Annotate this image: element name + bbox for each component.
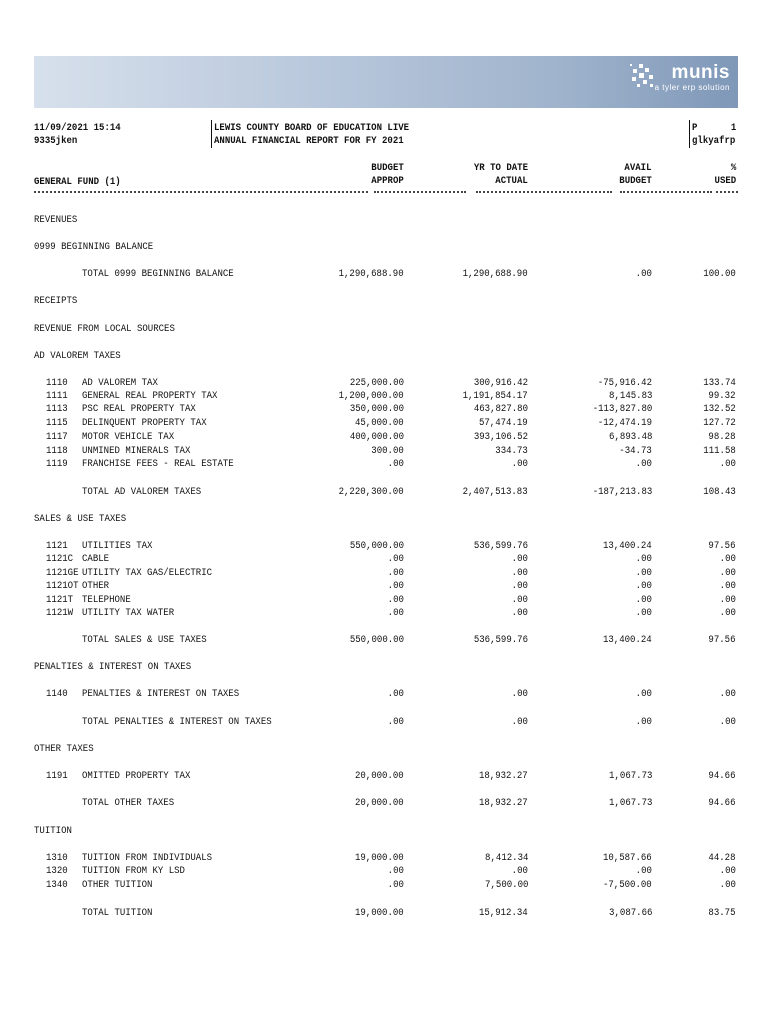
header-rule-ytd xyxy=(476,191,612,193)
section-heading-text: 0999 BEGINNING BALANCE xyxy=(34,241,154,253)
account-code: 1340 xyxy=(46,879,68,891)
account-row xyxy=(0,458,770,471)
col-avail-top: AVAIL xyxy=(624,162,652,174)
avail-budget-value: 10,587.66 xyxy=(603,852,652,864)
account-description: TOTAL SALES & USE TAXES xyxy=(82,634,207,646)
section-heading-text: RECEIPTS xyxy=(34,295,78,307)
avail-budget-value: -12,474.19 xyxy=(597,417,652,429)
avail-budget-value: -113,827.80 xyxy=(592,403,652,415)
ytd-actual-value: 1,290,688.90 xyxy=(462,268,528,280)
budget-approp-value: 300.00 xyxy=(371,445,404,457)
pct-used-value: 132.52 xyxy=(703,403,736,415)
account-description: AD VALOREM TAX xyxy=(82,377,158,389)
account-description: TOTAL AD VALOREM TAXES xyxy=(82,486,202,498)
header-divider-left xyxy=(211,120,212,148)
ytd-actual-value: 15,912.34 xyxy=(479,907,528,919)
budget-approp-value: .00 xyxy=(387,553,404,565)
pct-used-value: 98.28 xyxy=(708,431,736,443)
avail-budget-value: 6,893.48 xyxy=(608,431,652,443)
account-code: 1140 xyxy=(46,688,68,700)
pct-used-value: .00 xyxy=(719,865,736,877)
account-description: PENALTIES & INTEREST ON TAXES xyxy=(82,688,240,700)
header-rule-budget xyxy=(374,191,466,193)
account-row xyxy=(0,431,770,444)
account-code: 1117 xyxy=(46,431,68,443)
account-description: TUITION FROM KY LSD xyxy=(82,865,185,877)
account-description: TELEPHONE xyxy=(82,594,131,606)
ytd-actual-value: .00 xyxy=(511,553,528,565)
avail-budget-value: 1,067.73 xyxy=(608,770,652,782)
page-label: P xyxy=(692,122,698,134)
pct-used-value: 44.28 xyxy=(708,852,736,864)
pct-used-value: 133.74 xyxy=(703,377,736,389)
col-budget-top: BUDGET xyxy=(371,162,404,174)
logo-tagline: a tyler erp solution xyxy=(654,83,730,92)
account-code: 1111 xyxy=(46,390,68,402)
account-description: GENERAL REAL PROPERTY TAX xyxy=(82,390,218,402)
total-row xyxy=(0,634,770,647)
col-ytd-bottom: ACTUAL xyxy=(495,175,528,187)
account-code: 1310 xyxy=(46,852,68,864)
account-row xyxy=(0,567,770,580)
account-row xyxy=(0,865,770,878)
pct-used-value: .00 xyxy=(719,716,736,728)
pct-used-value: .00 xyxy=(719,458,736,470)
account-description: UNMINED MINERALS TAX xyxy=(82,445,191,457)
budget-approp-value: 20,000.00 xyxy=(355,797,404,809)
avail-budget-value: -34.73 xyxy=(619,445,652,457)
account-code: 1121T xyxy=(46,594,74,606)
avail-budget-value: 1,067.73 xyxy=(608,797,652,809)
section-heading xyxy=(0,323,770,336)
avail-budget-value: .00 xyxy=(635,580,652,592)
account-description: TUITION FROM INDIVIDUALS xyxy=(82,852,213,864)
ytd-actual-value: 7,500.00 xyxy=(484,879,528,891)
pct-used-value: .00 xyxy=(719,879,736,891)
avail-budget-value: .00 xyxy=(635,688,652,700)
account-description: OMITTED PROPERTY TAX xyxy=(82,770,191,782)
account-description: CABLE xyxy=(82,553,110,565)
report-title: ANNUAL FINANCIAL REPORT FOR FY 2021 xyxy=(214,135,404,147)
pct-used-value: 83.75 xyxy=(708,907,736,919)
section-heading xyxy=(0,743,770,756)
account-description: FRANCHISE FEES - REAL ESTATE xyxy=(82,458,234,470)
account-row xyxy=(0,852,770,865)
avail-budget-value: .00 xyxy=(635,567,652,579)
page-number: 1 xyxy=(730,122,736,134)
ytd-actual-value: 393,106.52 xyxy=(473,431,528,443)
ytd-actual-value: 463,827.80 xyxy=(473,403,528,415)
budget-approp-value: 1,290,688.90 xyxy=(338,268,404,280)
budget-approp-value: .00 xyxy=(387,580,404,592)
ytd-actual-value: .00 xyxy=(511,607,528,619)
pct-used-value: 108.43 xyxy=(703,486,736,498)
account-code: 1118 xyxy=(46,445,68,457)
account-row xyxy=(0,390,770,403)
report-banner xyxy=(34,56,738,108)
account-code: 1121GE xyxy=(46,567,79,579)
section-heading xyxy=(0,513,770,526)
account-row xyxy=(0,607,770,620)
section-heading xyxy=(0,825,770,838)
col-pct-bottom: USED xyxy=(714,175,736,187)
ytd-actual-value: 18,932.27 xyxy=(479,770,528,782)
budget-approp-value: .00 xyxy=(387,865,404,877)
pct-used-value: .00 xyxy=(719,567,736,579)
avail-budget-value: .00 xyxy=(635,594,652,606)
ytd-actual-value: 300,916.42 xyxy=(473,377,528,389)
pct-used-value: .00 xyxy=(719,594,736,606)
budget-approp-value: 400,000.00 xyxy=(349,431,404,443)
account-code: 1121 xyxy=(46,540,68,552)
header-rule-description xyxy=(34,191,368,193)
account-row xyxy=(0,540,770,553)
account-row xyxy=(0,879,770,892)
account-description: OTHER TUITION xyxy=(82,879,153,891)
pct-used-value: 94.66 xyxy=(708,770,736,782)
col-budget-bottom: APPROP xyxy=(371,175,404,187)
ytd-actual-value: .00 xyxy=(511,458,528,470)
budget-approp-value: .00 xyxy=(387,567,404,579)
col-avail-bottom: BUDGET xyxy=(619,175,652,187)
report-user: 9335jken xyxy=(34,135,78,147)
avail-budget-value: .00 xyxy=(635,268,652,280)
avail-budget-value: -7,500.00 xyxy=(603,879,652,891)
munis-logo xyxy=(655,62,730,92)
account-row xyxy=(0,377,770,390)
account-description: TOTAL TUITION xyxy=(82,907,153,919)
pct-used-value: 97.56 xyxy=(708,634,736,646)
budget-approp-value: 45,000.00 xyxy=(355,417,404,429)
ytd-actual-value: .00 xyxy=(511,688,528,700)
pct-used-value: 100.00 xyxy=(703,268,736,280)
account-description: TOTAL OTHER TAXES xyxy=(82,797,175,809)
ytd-actual-value: .00 xyxy=(511,567,528,579)
avail-budget-value: .00 xyxy=(635,716,652,728)
account-row xyxy=(0,770,770,783)
pct-used-value: .00 xyxy=(719,688,736,700)
total-row xyxy=(0,268,770,281)
avail-budget-value: 13,400.24 xyxy=(603,634,652,646)
account-row xyxy=(0,594,770,607)
avail-budget-value: -187,213.83 xyxy=(592,486,652,498)
account-description: PSC REAL PROPERTY TAX xyxy=(82,403,196,415)
budget-approp-value: 19,000.00 xyxy=(355,907,404,919)
total-row xyxy=(0,797,770,810)
budget-approp-value: 20,000.00 xyxy=(355,770,404,782)
ytd-actual-value: .00 xyxy=(511,716,528,728)
account-row xyxy=(0,553,770,566)
col-ytd-top: YR TO DATE xyxy=(473,162,528,174)
total-row xyxy=(0,486,770,499)
section-heading-text: TUITION xyxy=(34,825,72,837)
ytd-actual-value: .00 xyxy=(511,594,528,606)
section-heading xyxy=(0,661,770,674)
account-description: TOTAL 0999 BEGINNING BALANCE xyxy=(82,268,234,280)
account-code: 1121OT xyxy=(46,580,79,592)
pct-used-value: 94.66 xyxy=(708,797,736,809)
section-heading-text: REVENUE FROM LOCAL SOURCES xyxy=(34,323,175,335)
pct-used-value: 127.72 xyxy=(703,417,736,429)
account-row xyxy=(0,580,770,593)
avail-budget-value: 3,087.66 xyxy=(608,907,652,919)
section-heading xyxy=(0,350,770,363)
account-description: UTILITIES TAX xyxy=(82,540,153,552)
ytd-actual-value: 57,474.19 xyxy=(479,417,528,429)
ytd-actual-value: 8,412.34 xyxy=(484,852,528,864)
account-code: 1110 xyxy=(46,377,68,389)
budget-approp-value: .00 xyxy=(387,716,404,728)
ytd-actual-value: 2,407,513.83 xyxy=(462,486,528,498)
ytd-actual-value: 18,932.27 xyxy=(479,797,528,809)
budget-approp-value: 1,200,000.00 xyxy=(338,390,404,402)
account-code: 1115 xyxy=(46,417,68,429)
section-heading xyxy=(0,241,770,254)
budget-approp-value: .00 xyxy=(387,688,404,700)
account-description: MOTOR VEHICLE TAX xyxy=(82,431,175,443)
pct-used-value: .00 xyxy=(719,607,736,619)
section-heading xyxy=(0,295,770,308)
account-row xyxy=(0,445,770,458)
budget-approp-value: .00 xyxy=(387,458,404,470)
pct-used-value: .00 xyxy=(719,553,736,565)
budget-approp-value: .00 xyxy=(387,879,404,891)
account-description: TOTAL PENALTIES & INTEREST ON TAXES xyxy=(82,716,272,728)
ytd-actual-value: .00 xyxy=(511,865,528,877)
ytd-actual-value: 536,599.76 xyxy=(473,540,528,552)
pct-used-value: .00 xyxy=(719,580,736,592)
avail-budget-value: .00 xyxy=(635,607,652,619)
total-row xyxy=(0,907,770,920)
munis-logo-icon xyxy=(630,64,656,90)
account-code: 1320 xyxy=(46,865,68,877)
account-description: OTHER xyxy=(82,580,110,592)
fund-title: GENERAL FUND (1) xyxy=(34,176,121,188)
ytd-actual-value: .00 xyxy=(511,580,528,592)
budget-approp-value: 550,000.00 xyxy=(349,634,404,646)
org-name: LEWIS COUNTY BOARD OF EDUCATION LIVE xyxy=(214,122,410,134)
account-code: 1191 xyxy=(46,770,68,782)
budget-approp-value: .00 xyxy=(387,594,404,606)
account-code: 1121W xyxy=(46,607,74,619)
budget-approp-value: .00 xyxy=(387,607,404,619)
pct-used-value: 111.58 xyxy=(703,445,736,457)
avail-budget-value: .00 xyxy=(635,865,652,877)
avail-budget-value: .00 xyxy=(635,553,652,565)
ytd-actual-value: 536,599.76 xyxy=(473,634,528,646)
budget-approp-value: 2,220,300.00 xyxy=(338,486,404,498)
avail-budget-value: .00 xyxy=(635,458,652,470)
avail-budget-value: -75,916.42 xyxy=(597,377,652,389)
report-datetime: 11/09/2021 15:14 xyxy=(34,122,121,134)
account-code: 1113 xyxy=(46,403,68,415)
budget-approp-value: 19,000.00 xyxy=(355,852,404,864)
account-description: UTILITY TAX WATER xyxy=(82,607,175,619)
col-pct-top: % xyxy=(730,162,736,174)
ytd-actual-value: 1,191,854.17 xyxy=(462,390,528,402)
ytd-actual-value: 334.73 xyxy=(495,445,528,457)
budget-approp-value: 225,000.00 xyxy=(349,377,404,389)
account-description: UTILITY TAX GAS/ELECTRIC xyxy=(82,567,213,579)
avail-budget-value: 13,400.24 xyxy=(603,540,652,552)
account-row xyxy=(0,688,770,701)
account-description: DELINQUENT PROPERTY TAX xyxy=(82,417,207,429)
budget-approp-value: 350,000.00 xyxy=(349,403,404,415)
section-heading-text: OTHER TAXES xyxy=(34,743,94,755)
account-code: 1121C xyxy=(46,553,74,565)
pct-used-value: 99.32 xyxy=(708,390,736,402)
account-row xyxy=(0,403,770,416)
total-row xyxy=(0,716,770,729)
pct-used-value: 97.56 xyxy=(708,540,736,552)
avail-budget-value: 8,145.83 xyxy=(608,390,652,402)
section-heading xyxy=(0,214,770,227)
account-code: 1119 xyxy=(46,458,68,470)
section-heading-text: REVENUES xyxy=(34,214,78,226)
section-heading-text: PENALTIES & INTEREST ON TAXES xyxy=(34,661,192,673)
program-id: glkyafrp xyxy=(692,135,736,147)
section-heading-text: SALES & USE TAXES xyxy=(34,513,127,525)
budget-approp-value: 550,000.00 xyxy=(349,540,404,552)
header-divider-right xyxy=(689,120,690,148)
header-rule-avail xyxy=(620,191,712,193)
account-row xyxy=(0,417,770,430)
header-rule-pct xyxy=(716,191,738,193)
section-heading-text: AD VALOREM TAXES xyxy=(34,350,121,362)
logo-wordmark: munis xyxy=(671,62,730,83)
